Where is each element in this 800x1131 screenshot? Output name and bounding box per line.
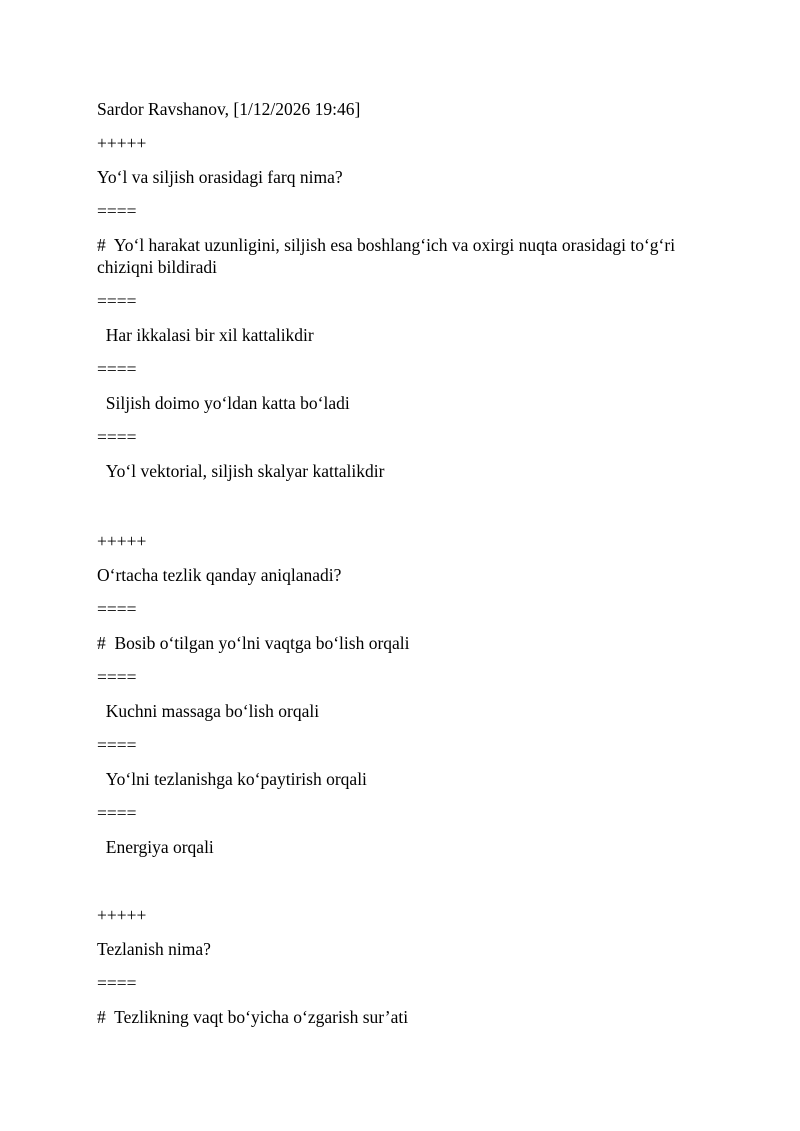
option-divider: ==== <box>97 803 137 823</box>
question-separator: +++++ <box>97 133 147 153</box>
question-text: Yo‘l va siljish orasidagi farq nima? <box>97 167 343 187</box>
option-divider: ==== <box>97 291 137 311</box>
answer-option: Har ikkalasi bir xil kattalikdir <box>97 325 314 345</box>
option-divider: ==== <box>97 735 137 755</box>
answer-option: Energiya orqali <box>97 837 214 857</box>
answer-option: Kuchni massaga bo‘lish orqali <box>97 701 320 721</box>
option-divider: ==== <box>97 973 137 993</box>
option-divider: ==== <box>97 599 137 619</box>
question-separator: +++++ <box>97 905 147 925</box>
answer-option: Yo‘l vektorial, siljish skalyar kattalikdir <box>97 461 385 481</box>
correct-answer-option: # Yo‘l harakat uzunligini, siljish esa boshlang‘ich va oxirgi nuqta orasidagi to‘g‘ri chiziqni bildiradi <box>97 235 680 277</box>
option-divider: ==== <box>97 667 137 687</box>
answer-option: Siljish doimo yo‘ldan katta bo‘ladi <box>97 393 350 413</box>
question-text: Tezlanish nima? <box>97 939 211 959</box>
option-divider: ==== <box>97 359 137 379</box>
document-header: Sardor Ravshanov, [1/12/2026 19:46] <box>97 99 361 119</box>
question-text: O‘rtacha tezlik qanday aniqlanadi? <box>97 565 342 585</box>
answer-option: Yo‘lni tezlanishga ko‘paytirish orqali <box>97 769 367 789</box>
correct-answer-option: # Bosib o‘tilgan yo‘lni vaqtga bo‘lish orqali <box>97 633 410 653</box>
option-divider: ==== <box>97 427 137 447</box>
question-separator: +++++ <box>97 531 147 551</box>
option-divider: ==== <box>97 201 137 221</box>
correct-answer-option: # Tezlikning vaqt bo‘yicha o‘zgarish sur’ati <box>97 1007 409 1027</box>
